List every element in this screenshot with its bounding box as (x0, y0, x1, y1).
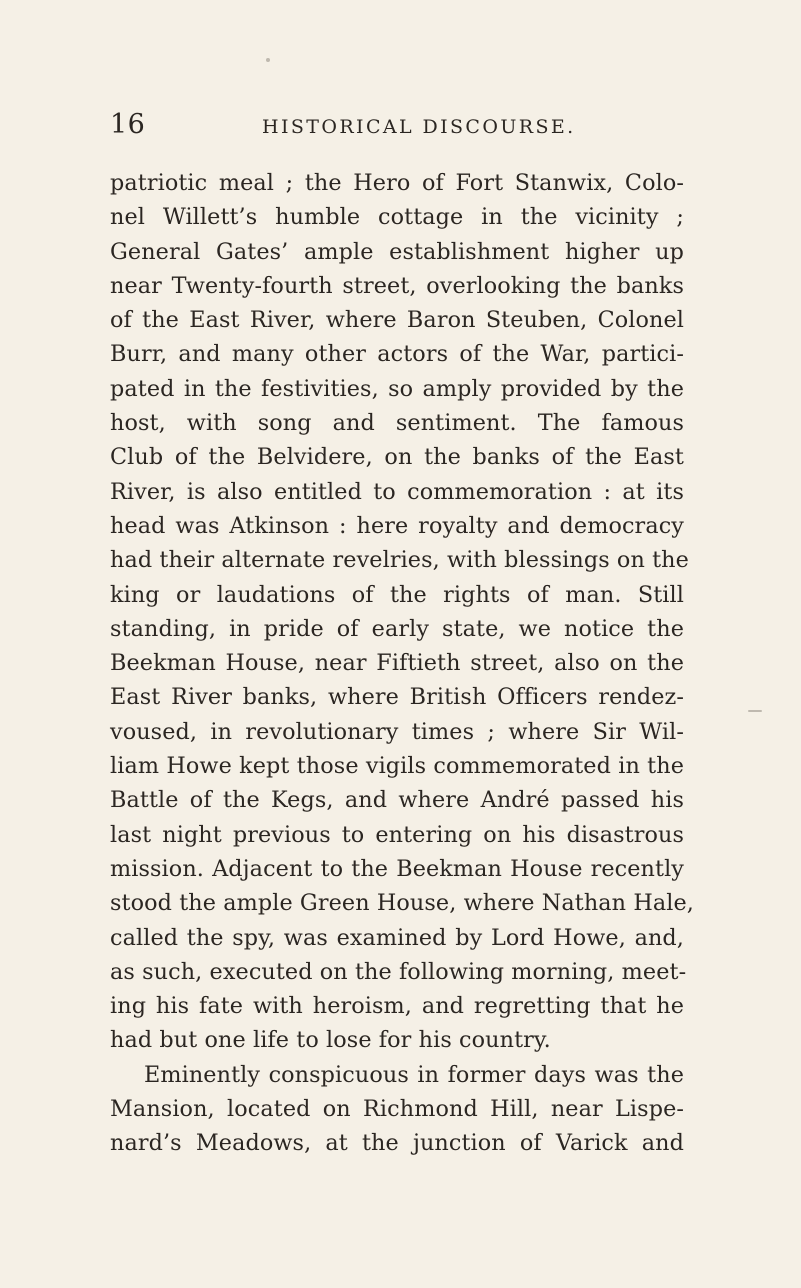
text-line: near Twenty-fourth street, overlooking the banks (110, 272, 684, 299)
page-number: 16 (110, 109, 146, 140)
text-line: ing his fate with heroism, and regretting that he (110, 993, 684, 1020)
text-line: last night previous to entering on his disastrous (110, 821, 684, 848)
text-line: liam Howe kept those vigils commemorated in the (110, 753, 684, 780)
text-line: stood the ample Green House, where Nathan Hale, (110, 890, 694, 917)
running-title: HISTORICAL DISCOURSE. (262, 116, 576, 138)
text-line: voused, in revolutionary times ; where Sir Wil- (110, 718, 684, 745)
running-header (110, 108, 680, 142)
text-line: pated in the festivities, so amply provided by the (110, 375, 684, 402)
text-line: of the East River, where Baron Steuben, Colonel (110, 307, 684, 334)
text-line: Mansion, located on Richmond Hill, near Lispe- (110, 1096, 684, 1123)
text-line: king or laudations of the rights of man. Still (110, 581, 684, 608)
text-line: called the spy, was examined by Lord Howe, and, (110, 924, 684, 951)
text-line: nard’s Meadows, at the junction of Varick and (110, 1130, 684, 1157)
text-line: Burr, and many other actors of the War, partici- (110, 341, 684, 368)
text-line: Battle of the Kegs, and where André passed his (110, 787, 684, 814)
text-line: River, is also entitled to commemoration : at its (110, 478, 684, 505)
body-text (110, 166, 694, 1161)
text-line: Eminently conspicuous in former days was the (144, 1061, 684, 1088)
paper-mark (748, 710, 762, 712)
text-line: as such, executed on the following morning, meet- (110, 958, 687, 985)
text-line: had their alternate revelries, with blessings on the (110, 547, 689, 574)
text-line: standing, in pride of early state, we notice the (110, 615, 684, 642)
text-line: General Gates’ ample establishment higher up (110, 238, 684, 265)
text-line: nel Willett’s humble cottage in the vicinity ; (110, 204, 684, 231)
text-line: had but one life to lose for his country. (110, 1027, 551, 1054)
text-line: Beekman House, near Fiftieth street, also on the (110, 650, 684, 677)
text-line: mission. Adjacent to the Beekman House recently (110, 855, 684, 882)
text-line: host, with song and sentiment. The famous (110, 410, 684, 437)
text-line: Club of the Belvidere, on the banks of the East (110, 444, 684, 471)
text-line: East River banks, where British Officers rendez- (110, 684, 684, 711)
text-line: head was Atkinson : here royalty and democracy (110, 512, 684, 539)
paper-speck (266, 58, 270, 62)
text-line: patriotic meal ; the Hero of Fort Stanwix, Colo- (110, 170, 684, 196)
